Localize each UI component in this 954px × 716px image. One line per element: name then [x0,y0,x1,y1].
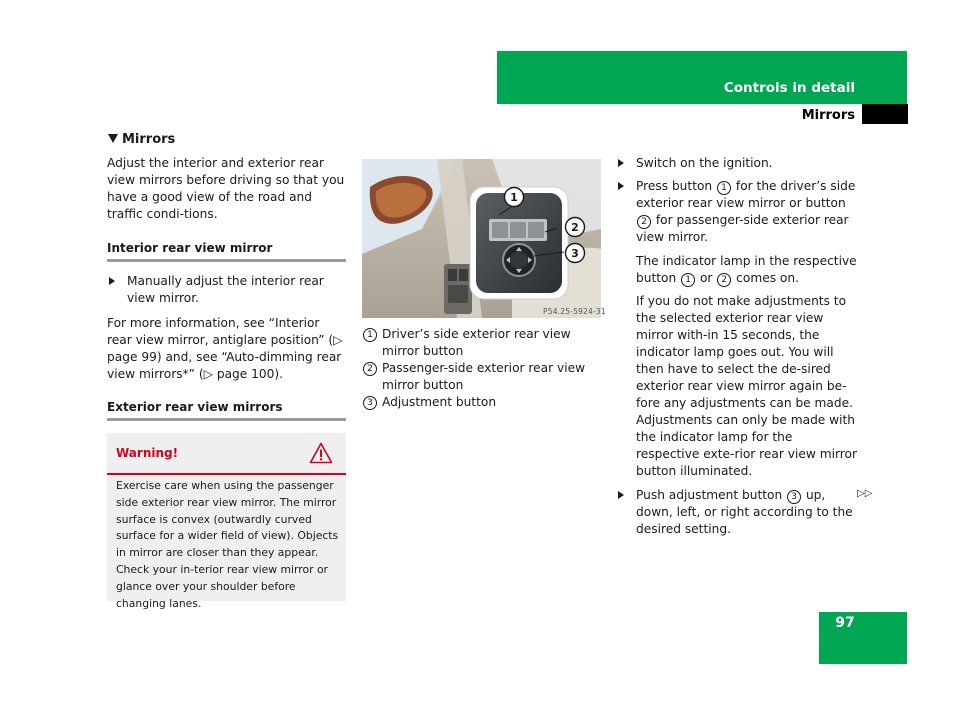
circled-number: 3 [363,396,377,410]
bullet-triangle-icon [109,277,115,285]
indicator-paragraph [616,253,858,287]
circled-number: 2 [637,215,651,229]
intro-paragraph: Adjust the interior and exterior rear view mirrors before driving so that you have a good view of the road and traffic condi-tions. [107,156,345,221]
circled-number: 1 [681,273,695,287]
circled-number: 2 [363,362,377,376]
left-column [107,155,346,421]
bullet-text: for the driver’s side exterior rear view mirror or button [636,179,856,210]
legend-text: Adjustment button [382,395,497,409]
list-item [363,326,595,360]
warning-triangle-icon [309,442,333,468]
bullet-text: up, down, left, or right according to the desired setting. [636,488,853,536]
figure-legend [363,326,595,411]
page-heading-text: Mirrors [122,132,176,147]
callout-3: 3 [571,247,579,260]
legend-text: Driver’s side exterior rear view mirror button [382,327,571,358]
warning-text: Exercise care when using the passenger side exterior rear view mirror. The mirror surface is convex (outwardly curved surface for a wider field of view). Objects in mirror are closer than they appear. Check your in-terior rear view mirror or glance over your shoulder before changing lanes. [116,479,339,610]
chapter-title: Controls in detail [723,80,855,96]
bullet-text: for passenger-side exterior rear view mirror. [636,213,849,244]
list-item [363,394,595,411]
circled-number: 1 [717,181,731,195]
continued-marker: ▷▷ [857,488,873,499]
paragraph-text: or [699,271,713,285]
bullet-triangle-icon [618,159,624,167]
circled-number: 1 [363,328,377,342]
timeout-paragraph: If you do not make adjustments to the selected exterior rear view mirror with-in 15 seconds, the indicator lamp goes out. You will then have to select the de-sired exterior rear view mirror again be-fore any adjustments can be made. Adjustments can only be made with the indicator lamp for the respective exte-rior rear view mirror button illuminated. [636,294,857,478]
header-band [497,51,907,104]
bullet-text: Push adjustment button [636,488,783,502]
circled-number: 3 [787,490,801,504]
more-info-paragraph: For more information, see “Interior rear view mirror, antiglare position” (▷ page 99) and, see “Auto-dimming rear view mirrors*” (▷ page 100). [107,316,343,381]
right-column [616,155,858,538]
page-heading [108,132,175,147]
legend-text: Passenger-side exterior rear view mirror button [382,361,586,392]
paragraph-text: comes on. [736,271,799,285]
list-item [363,360,595,394]
interior-mirror-title: Interior rear view mirror [107,241,273,255]
list-item [616,487,856,538]
list-item [616,178,858,246]
bullet-text: Manually adjust the interior rear view mirror. [127,274,324,305]
bullet-text: Press button [636,179,713,193]
callout-1: 1 [510,191,518,204]
bullet-triangle-icon [618,491,624,499]
mirror-controls-photo [362,159,601,318]
list-item [107,273,346,307]
triangle-down-icon [108,134,118,143]
page-number: 97 [835,615,855,631]
paragraph-text: The indicator lamp in the respective button [636,254,857,285]
exterior-mirror-title: Exterior rear view mirrors [107,400,283,414]
bullet-text: Switch on the ignition. [636,156,773,170]
list-item [616,155,858,172]
figure-code: P54.25-5924-31 [543,307,606,316]
circled-number: 2 [717,273,731,287]
section-marker [862,104,908,124]
callout-2: 2 [571,221,579,234]
bullet-triangle-icon [618,182,624,190]
section-title: Mirrors [801,108,855,123]
section-rule [107,418,346,421]
warning-label: Warning! [116,446,179,460]
